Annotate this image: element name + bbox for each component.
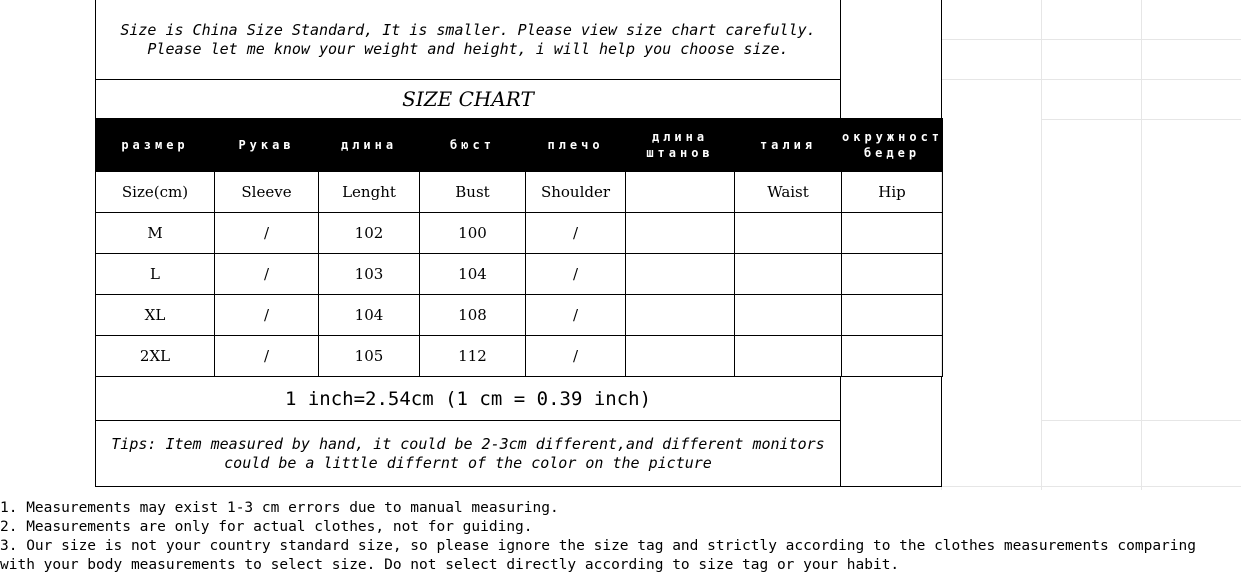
header-ru-pants-length: длина штанов bbox=[626, 119, 735, 172]
cell-hip bbox=[842, 254, 943, 295]
tips-line2: could be a little differnt of the color on the picture bbox=[224, 453, 712, 472]
cell-pants-length bbox=[626, 213, 735, 254]
table-row bbox=[96, 336, 943, 377]
header-shoulder: Shoulder bbox=[526, 172, 626, 213]
note-line: with your body measurements to select size. Do not select directly according to size tag or your habit. bbox=[0, 557, 900, 573]
table-row bbox=[96, 295, 943, 336]
cell-size: 2XL bbox=[96, 336, 215, 377]
header-bust: Bust bbox=[420, 172, 526, 213]
unit-conversion: 1 inch=2.54cm (1 cm = 0.39 inch) bbox=[95, 376, 841, 421]
header-ru-size: размер bbox=[96, 119, 215, 172]
table-row bbox=[96, 254, 943, 295]
cell-bust: 108 bbox=[420, 295, 526, 336]
header-ru-waist: талия bbox=[735, 119, 842, 172]
header-waist: Waist bbox=[735, 172, 842, 213]
cell-hip bbox=[842, 336, 943, 377]
cell-sleeve: / bbox=[215, 213, 319, 254]
cell-length: 103 bbox=[319, 254, 420, 295]
cell-waist bbox=[735, 213, 842, 254]
header-ru-shoulder: плечо bbox=[526, 119, 626, 172]
cell-length: 105 bbox=[319, 336, 420, 377]
size-table bbox=[95, 118, 955, 377]
cell-sleeve: / bbox=[215, 336, 319, 377]
cell-shoulder: / bbox=[526, 213, 626, 254]
size-chart-sheet bbox=[95, 0, 955, 487]
size-standard-note-line2: Please let me know your weight and height, i will help you choose size. bbox=[147, 39, 789, 58]
chart-title: SIZE CHART bbox=[95, 79, 841, 119]
measurement-notes bbox=[0, 499, 1196, 575]
cell-length: 104 bbox=[319, 295, 420, 336]
cell-pants-length bbox=[626, 295, 735, 336]
header-pants-length bbox=[626, 172, 735, 213]
cell-sleeve: / bbox=[215, 254, 319, 295]
cell-waist bbox=[735, 336, 842, 377]
cell-shoulder: / bbox=[526, 295, 626, 336]
header-ru-sleeve: Рукав bbox=[215, 119, 319, 172]
cell-size: L bbox=[96, 254, 215, 295]
tips-line1: Tips: Item measured by hand, it could be 2-3cm different,and different monitors bbox=[111, 434, 825, 453]
cell-pants-length bbox=[626, 336, 735, 377]
note-line: 3. Our size is not your country standard size, so please ignore the size tag and strictly according to the clothes measurements comparing bbox=[0, 538, 1196, 554]
header-ru-hip: окружность бедер bbox=[842, 119, 943, 172]
cell-bust: 112 bbox=[420, 336, 526, 377]
header-size: Size(cm) bbox=[96, 172, 215, 213]
header-sleeve: Sleeve bbox=[215, 172, 319, 213]
cell-pants-length bbox=[626, 254, 735, 295]
spreadsheet-gridlines bbox=[941, 0, 1241, 490]
cell-length: 102 bbox=[319, 213, 420, 254]
right-column-bottom-cell bbox=[840, 376, 942, 487]
header-ru-bust: бюст bbox=[420, 119, 526, 172]
note-line: 1. Measurements may exist 1-3 cm errors due to manual measuring. bbox=[0, 500, 559, 516]
cell-waist bbox=[735, 295, 842, 336]
cell-shoulder: / bbox=[526, 336, 626, 377]
cell-bust: 104 bbox=[420, 254, 526, 295]
russian-header-row bbox=[96, 119, 943, 172]
table-row bbox=[96, 213, 943, 254]
size-standard-note bbox=[95, 0, 841, 80]
cell-size: XL bbox=[96, 295, 215, 336]
cell-hip bbox=[842, 213, 943, 254]
cell-hip bbox=[842, 295, 943, 336]
header-ru-length: длина bbox=[319, 119, 420, 172]
cell-bust: 100 bbox=[420, 213, 526, 254]
note-line: 2. Measurements are only for actual clothes, not for guiding. bbox=[0, 519, 533, 535]
tips-note bbox=[95, 420, 841, 487]
english-header-row bbox=[96, 172, 943, 213]
cell-size: M bbox=[96, 213, 215, 254]
header-hip: Hip bbox=[842, 172, 943, 213]
cell-waist bbox=[735, 254, 842, 295]
right-column-top-cell bbox=[840, 0, 942, 119]
size-standard-note-line1: Size is China Size Standard, It is smaller. Please view size chart carefully. bbox=[120, 20, 816, 39]
header-length: Lenght bbox=[319, 172, 420, 213]
cell-sleeve: / bbox=[215, 295, 319, 336]
cell-shoulder: / bbox=[526, 254, 626, 295]
